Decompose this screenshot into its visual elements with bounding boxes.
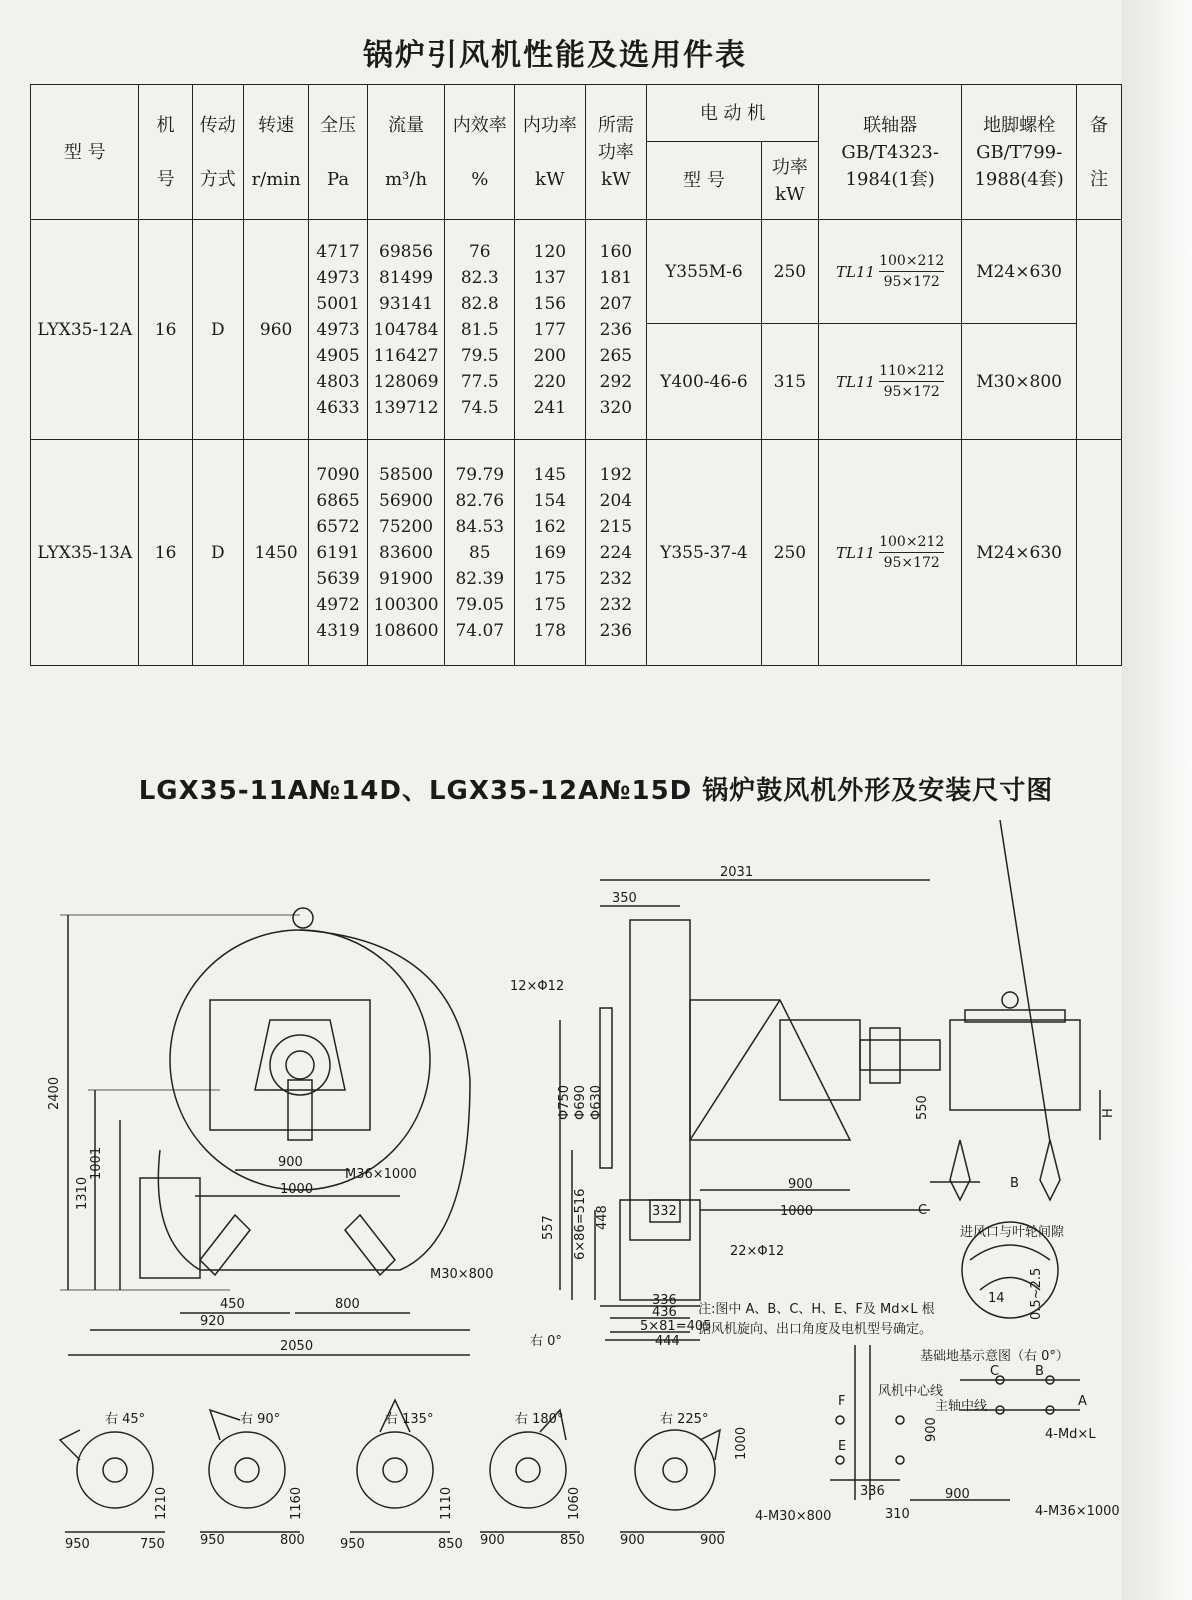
svg-text:H: H [1101,1108,1116,1118]
hdr-motor-model: 型 号 [647,142,762,220]
hdr-coupling: 联轴器 GB/T4323- 1984(1套) [819,85,962,220]
g1-model: LYX35-12A [31,220,139,440]
g2-no: 16 [139,440,192,666]
flow-value: 100300 [373,594,439,615]
svg-text:900: 900 [620,1533,645,1548]
svg-text:M36×1000: M36×1000 [345,1167,417,1182]
svg-text:900: 900 [945,1487,970,1502]
svg-text:950: 950 [65,1537,90,1552]
g2-remark [1076,440,1121,666]
svg-text:1110: 1110 [439,1486,454,1520]
svg-text:850: 850 [560,1533,585,1548]
g1-motor2-coupling: TL11 $\frac{110\times 212}{95\times 172}$ [819,324,962,440]
drawing-note: 注:图中 A、B、C、H、E、F及 Md×L 根据风机旋向、出口角度及电机型号确定。 [698,1302,935,1337]
pressure-value: 4905 [316,345,360,366]
svg-text:1000: 1000 [280,1182,314,1197]
svg-text:557: 557 [541,1215,556,1240]
hdr-speed: 转速 r/min [243,85,309,220]
svg-text:F: F [838,1394,846,1409]
performance-table [30,84,1122,666]
flow-value: 116427 [373,345,439,366]
hdr-req: 所需 功率 kW [585,85,646,220]
g2-speed: 1450 [243,440,309,666]
svg-text:Φ750: Φ750 [557,1084,572,1120]
pressure-value: 4633 [316,397,360,418]
svg-text:310: 310 [885,1507,910,1522]
svg-text:900: 900 [700,1533,725,1548]
svg-text:22×Φ12: 22×Φ12 [730,1244,785,1259]
fan-hub [270,1035,330,1095]
g1-remark [1076,220,1121,440]
svg-text:B: B [1035,1364,1044,1379]
req-value: 236 [599,620,633,641]
pressure-value: 7090 [316,464,360,485]
ipower-value: 120 [533,241,567,262]
svg-text:444: 444 [655,1334,680,1349]
pressure-value: 4803 [316,371,360,392]
svg-text:1310: 1310 [75,1176,90,1210]
svg-text:14: 14 [988,1291,1005,1306]
svg-text:1060: 1060 [567,1486,582,1520]
svg-text:1210: 1210 [154,1486,169,1520]
pressure-value: 4973 [316,319,360,340]
g1-req-col [585,220,646,440]
g1-ipower-col [515,220,586,440]
req-value: 320 [599,397,633,418]
req-value: 207 [599,293,633,314]
svg-text:448: 448 [595,1205,610,1230]
hdr-motor: 电 动 机 [647,85,819,142]
svg-text:右 45°: 右 45° [105,1412,146,1427]
pressure-value: 4319 [316,620,360,641]
hdr-motor-power: 功率 kW [761,142,818,220]
eff-value: 84.53 [455,516,505,537]
svg-text:右 90°: 右 90° [240,1412,281,1427]
flow-value: 58500 [379,464,434,485]
svg-text:900: 900 [480,1533,505,1548]
g1-motor1-model: Y355M-6 [647,220,762,324]
svg-text:6×86=516: 6×86=516 [573,1188,588,1260]
svg-text:920: 920 [200,1314,225,1329]
hdr-drive: 传动 方式 [192,85,243,220]
svg-text:1000: 1000 [780,1204,814,1219]
svg-text:1001: 1001 [89,1146,104,1180]
hdr-remark: 备 注 [1076,85,1121,220]
g1-no: 16 [139,220,192,440]
svg-text:4-M36×1000: 4-M36×1000 [1035,1504,1120,1519]
g1-motor1-power: 250 [761,220,818,324]
ipower-value: 220 [533,371,567,392]
pressure-value: 6865 [316,490,360,511]
g2-motor1-power: 250 [761,440,818,666]
g1-motor2-bolt: M30×800 [962,324,1077,440]
svg-text:Φ630: Φ630 [589,1084,604,1120]
g2-model: LYX35-13A [31,440,139,666]
svg-text:主轴中线: 主轴中线 [935,1399,988,1414]
svg-text:B: B [1010,1176,1019,1191]
g1-eff-col [445,220,515,440]
svg-text:右 0°: 右 0° [530,1334,562,1349]
svg-text:右 180°: 右 180° [515,1412,564,1427]
eff-value: 79.5 [460,345,499,366]
svg-text:336: 336 [860,1484,885,1499]
ipower-value: 178 [533,620,567,641]
svg-text:A: A [1078,1394,1087,1409]
req-value: 292 [599,371,633,392]
req-value: 236 [599,319,633,340]
svg-text:850: 850 [438,1537,463,1552]
req-value: 232 [599,568,633,589]
svg-text:进风口与叶轮间隙: 进风口与叶轮间隙 [960,1225,1065,1240]
svg-text:750: 750 [140,1537,165,1552]
svg-text:950: 950 [340,1537,365,1552]
fan-casing-outline [170,930,430,1190]
flow-value: 108600 [373,620,439,641]
req-value: 232 [599,594,633,615]
g2-ipower-col [515,440,586,666]
flow-value: 104784 [373,319,439,340]
g2-motor1-bolt: M24×630 [962,440,1077,666]
g1-motor2-power: 315 [761,324,818,440]
eff-value: 76 [468,241,491,262]
ipower-value: 162 [533,516,567,537]
hdr-model: 型 号 [31,85,139,220]
table-title: 锅炉引风机性能及选用件表 [363,38,747,73]
ipower-value: 241 [533,397,567,418]
flow-value: 128069 [373,371,439,392]
pressure-value: 6572 [316,516,360,537]
pressure-value: 5001 [316,293,360,314]
svg-text:5×81=405: 5×81=405 [640,1319,712,1334]
pressure-value: 4973 [316,267,360,288]
svg-text:E: E [838,1439,847,1454]
svg-text:336: 336 [652,1293,677,1308]
g2-eff-col [445,440,515,666]
eff-value: 82.3 [460,267,499,288]
ipower-value: 175 [533,568,567,589]
req-value: 215 [599,516,633,537]
req-value: 181 [599,267,633,288]
svg-text:1000: 1000 [734,1426,749,1460]
hdr-no: 机 号 [139,85,192,220]
svg-text:950: 950 [200,1533,225,1548]
g1-speed: 960 [243,220,309,440]
g1-motor2-model: Y400-46-6 [647,324,762,440]
req-value: 265 [599,345,633,366]
svg-text:550: 550 [915,1095,930,1120]
ipower-value: 169 [533,542,567,563]
flow-value: 75200 [379,516,434,537]
svg-text:0.5~2.5: 0.5~2.5 [1029,1267,1044,1320]
g2-req-col [585,440,646,666]
flow-value: 139712 [373,397,439,418]
svg-text:2050: 2050 [280,1339,314,1354]
support-frame [690,1000,850,1140]
req-value: 160 [599,241,633,262]
req-value: 192 [599,464,633,485]
svg-text:450: 450 [220,1297,245,1312]
hdr-eff: 内效率 % [445,85,515,220]
g1-motor1-bolt: M24×630 [962,220,1077,324]
svg-text:风机中心线: 风机中心线 [878,1384,944,1399]
svg-text:M30×800: M30×800 [430,1267,494,1282]
svg-text:350: 350 [612,891,637,906]
lifting-lug [293,908,313,928]
motor-body [950,1020,1080,1110]
flow-value: 69856 [379,241,434,262]
pressure-value: 5639 [316,568,360,589]
svg-text:Φ690: Φ690 [573,1084,588,1120]
g1-motor1-coupling: TL11 $\frac{100\times 212}{95\times 172}$ [819,220,962,324]
ipower-value: 145 [533,464,567,485]
svg-text:1160: 1160 [289,1486,304,1520]
req-value: 204 [599,490,633,511]
svg-text:800: 800 [280,1533,305,1548]
svg-text:右 135°: 右 135° [385,1412,434,1427]
svg-text:900: 900 [924,1417,939,1442]
flow-value: 81499 [379,267,434,288]
ipower-value: 137 [533,267,567,288]
svg-text:4-M30×800: 4-M30×800 [755,1509,832,1524]
g2-motor1-model: Y355-37-4 [647,440,762,666]
svg-text:4-Md×L: 4-Md×L [1045,1427,1096,1442]
ipower-value: 154 [533,490,567,511]
fan-body-side [630,920,690,1240]
svg-text:基础地基示意图（右 0°）: 基础地基示意图（右 0°） [920,1349,1069,1364]
pressure-value: 4717 [316,241,360,262]
pressure-value: 4972 [316,594,360,615]
ipower-value: 175 [533,594,567,615]
flow-value: 56900 [379,490,434,511]
flow-value: 93141 [379,293,434,314]
svg-text:332: 332 [652,1204,677,1219]
hdr-ipower: 内功率 kW [515,85,586,220]
svg-text:C: C [990,1364,1000,1379]
eff-value: 74.5 [460,397,499,418]
svg-text:900: 900 [788,1177,813,1192]
hdr-bolt: 地脚螺栓 GB/T799- 1988(4套) [962,85,1077,220]
ipower-value: 200 [533,345,567,366]
installation-drawing [0,820,1192,1600]
svg-text:800: 800 [335,1297,360,1312]
ipower-value: 156 [533,293,567,314]
ipower-value: 177 [533,319,567,340]
svg-text:900: 900 [278,1155,303,1170]
eff-value: 79.05 [455,594,505,615]
g2-drive: D [192,440,243,666]
eff-value: 82.8 [460,293,499,314]
eff-value: 77.5 [460,371,499,392]
svg-text:2031: 2031 [720,865,754,880]
drawing-title: LGX35-11A№14D、LGX35-12A№15D 锅炉鼓风机外形及安装尺寸图 [138,776,1054,806]
hdr-flow: 流量 m³/h [367,85,445,220]
pressure-value: 6191 [316,542,360,563]
eff-value: 79.79 [455,464,505,485]
eff-value: 82.76 [455,490,505,511]
g1-drive: D [192,220,243,440]
svg-text:436: 436 [652,1305,677,1320]
g2-flow-col [367,440,445,666]
flow-value: 83600 [379,542,434,563]
svg-text:2400: 2400 [47,1076,62,1110]
hdr-pressure: 全压 Pa [309,85,367,220]
flow-value: 91900 [379,568,434,589]
svg-text:12×Φ12: 12×Φ12 [510,979,565,994]
eff-value: 85 [468,542,491,563]
g1-flow-col [367,220,445,440]
svg-text:C: C [918,1203,928,1218]
g1-pressure-col [309,220,367,440]
g2-motor1-coupling: TL11 $\frac{100\times 212}{95\times 172}$ [819,440,962,666]
eff-value: 81.5 [460,319,499,340]
svg-text:右 225°: 右 225° [660,1412,709,1427]
req-value: 224 [599,542,633,563]
eff-value: 74.07 [455,620,505,641]
g2-pressure-col [309,440,367,666]
eff-value: 82.39 [455,568,505,589]
